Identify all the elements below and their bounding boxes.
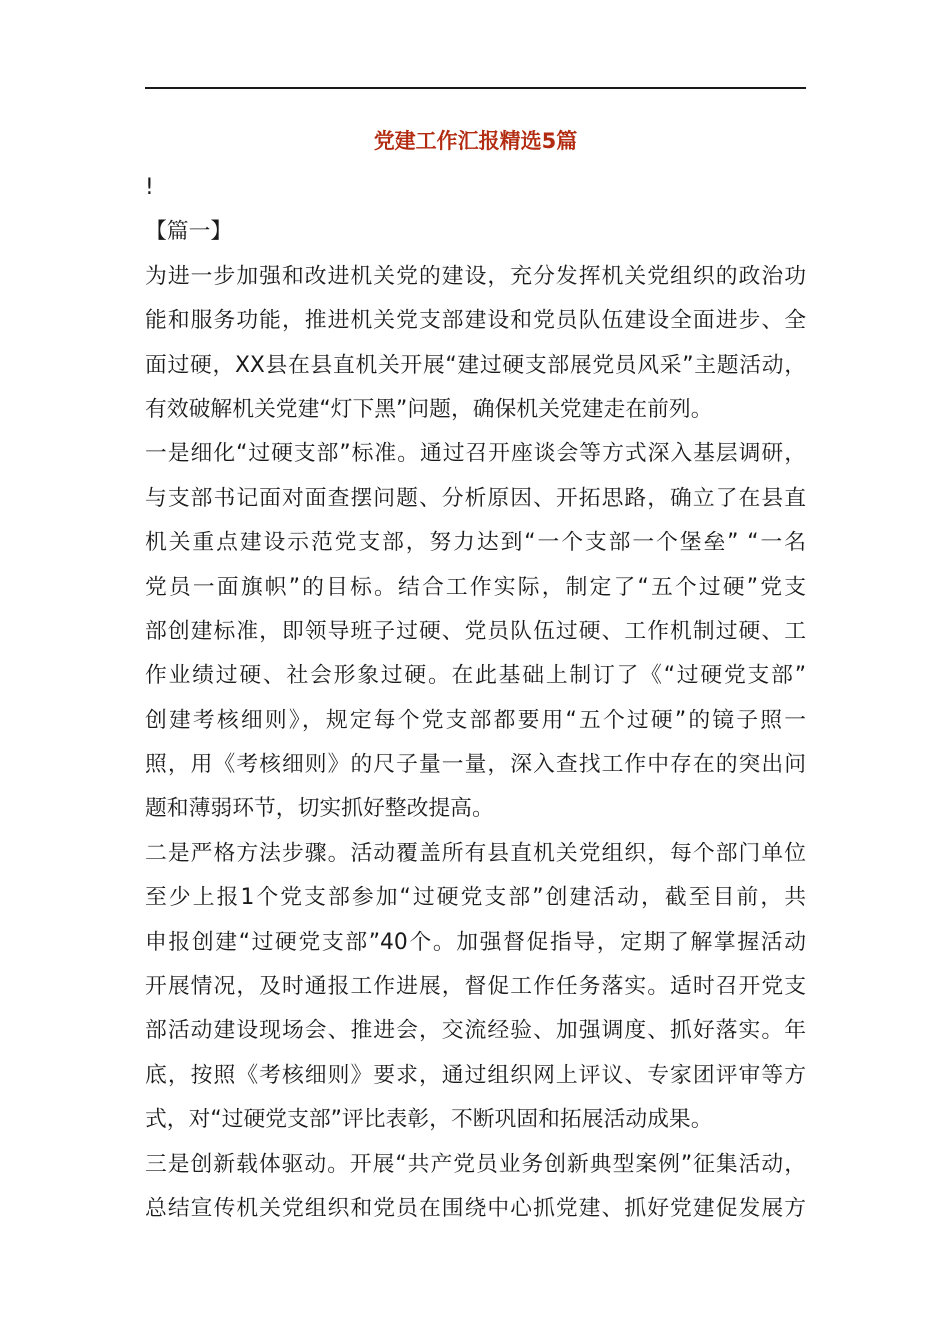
text-line: 创建考核细则》，规定每个党支部都要用“五个过硬”的镜子照一 (145, 707, 806, 733)
text-line: 部创建标准，即领导班子过硬、党员队伍过硬、工作机制过硬、工 (145, 618, 806, 644)
text-line: 开展情况，及时通报工作进展，督促工作任务落实。适时召开党支 (145, 974, 806, 1000)
text-line: 与支部书记面对面查摆问题、分析原因、开拓思路，确立了在县直 (145, 485, 806, 511)
text-line: 一是细化“过硬支部”标准。通过召开座谈会等方式深入基层调研， (145, 441, 806, 467)
text-line: 申报创建“过硬党支部”40个。加强督促指导，定期了解掌握活动 (145, 929, 806, 955)
text-line: 作业绩过硬、社会形象过硬。在此基础上制订了《“过硬党支部” (145, 663, 806, 689)
header-rule (145, 87, 806, 89)
text-line: 照，用《考核细则》的尺子量一量，深入查找工作中存在的突出问 (145, 752, 806, 778)
text-line: 能和服务功能，推进机关党支部建设和党员队伍建设全面进步、全 (145, 308, 806, 334)
document-body (145, 166, 806, 1231)
text-line: 二是严格方法步骤。活动覆盖所有县直机关党组织，每个部门单位 (145, 840, 806, 866)
text-line: 三是创新载体驱动。开展“共产党员业务创新典型案例”征集活动， (145, 1151, 806, 1177)
text-line: 党员一面旗帜”的目标。结合工作实际，制定了“五个过硬”党支 (145, 574, 806, 600)
text-line: ! (145, 175, 154, 200)
text-line: 为进一步加强和改进机关党的建设，充分发挥机关党组织的政治功 (145, 263, 806, 289)
text-line: 机关重点建设示范党支部，努力达到“一个支部一个堡垒” “一名 (145, 530, 806, 556)
text-line: 部活动建设现场会、推进会，交流经验、加强调度、抓好落实。年 (145, 1018, 806, 1044)
text-line: 总结宣传机关党组织和党员在围绕中心抓党建、抓好党建促发展方 (145, 1195, 806, 1221)
text-line: 至少上报1个党支部参加“过硬党支部”创建活动，截至目前，共 (145, 885, 806, 911)
text-line: 面过硬，XX县在县直机关开展“建过硬支部展党员风采”主题活动， (145, 352, 806, 378)
text-line: 有效破解机关党建“灯下黑”问题，确保机关党建走在前列。 (145, 396, 713, 422)
text-line: 式，对“过硬党支部”评比表彰，不断巩固和拓展活动成果。 (145, 1107, 713, 1133)
document-title: 党建工作汇报精选5篇 (373, 129, 578, 153)
text-line: 【篇一】 (145, 219, 233, 245)
text-line: 底，按照《考核细则》要求，通过组织网上评议、专家团评审等方 (145, 1062, 806, 1088)
text-line: 题和薄弱环节，切实抓好整改提高。 (145, 796, 494, 822)
